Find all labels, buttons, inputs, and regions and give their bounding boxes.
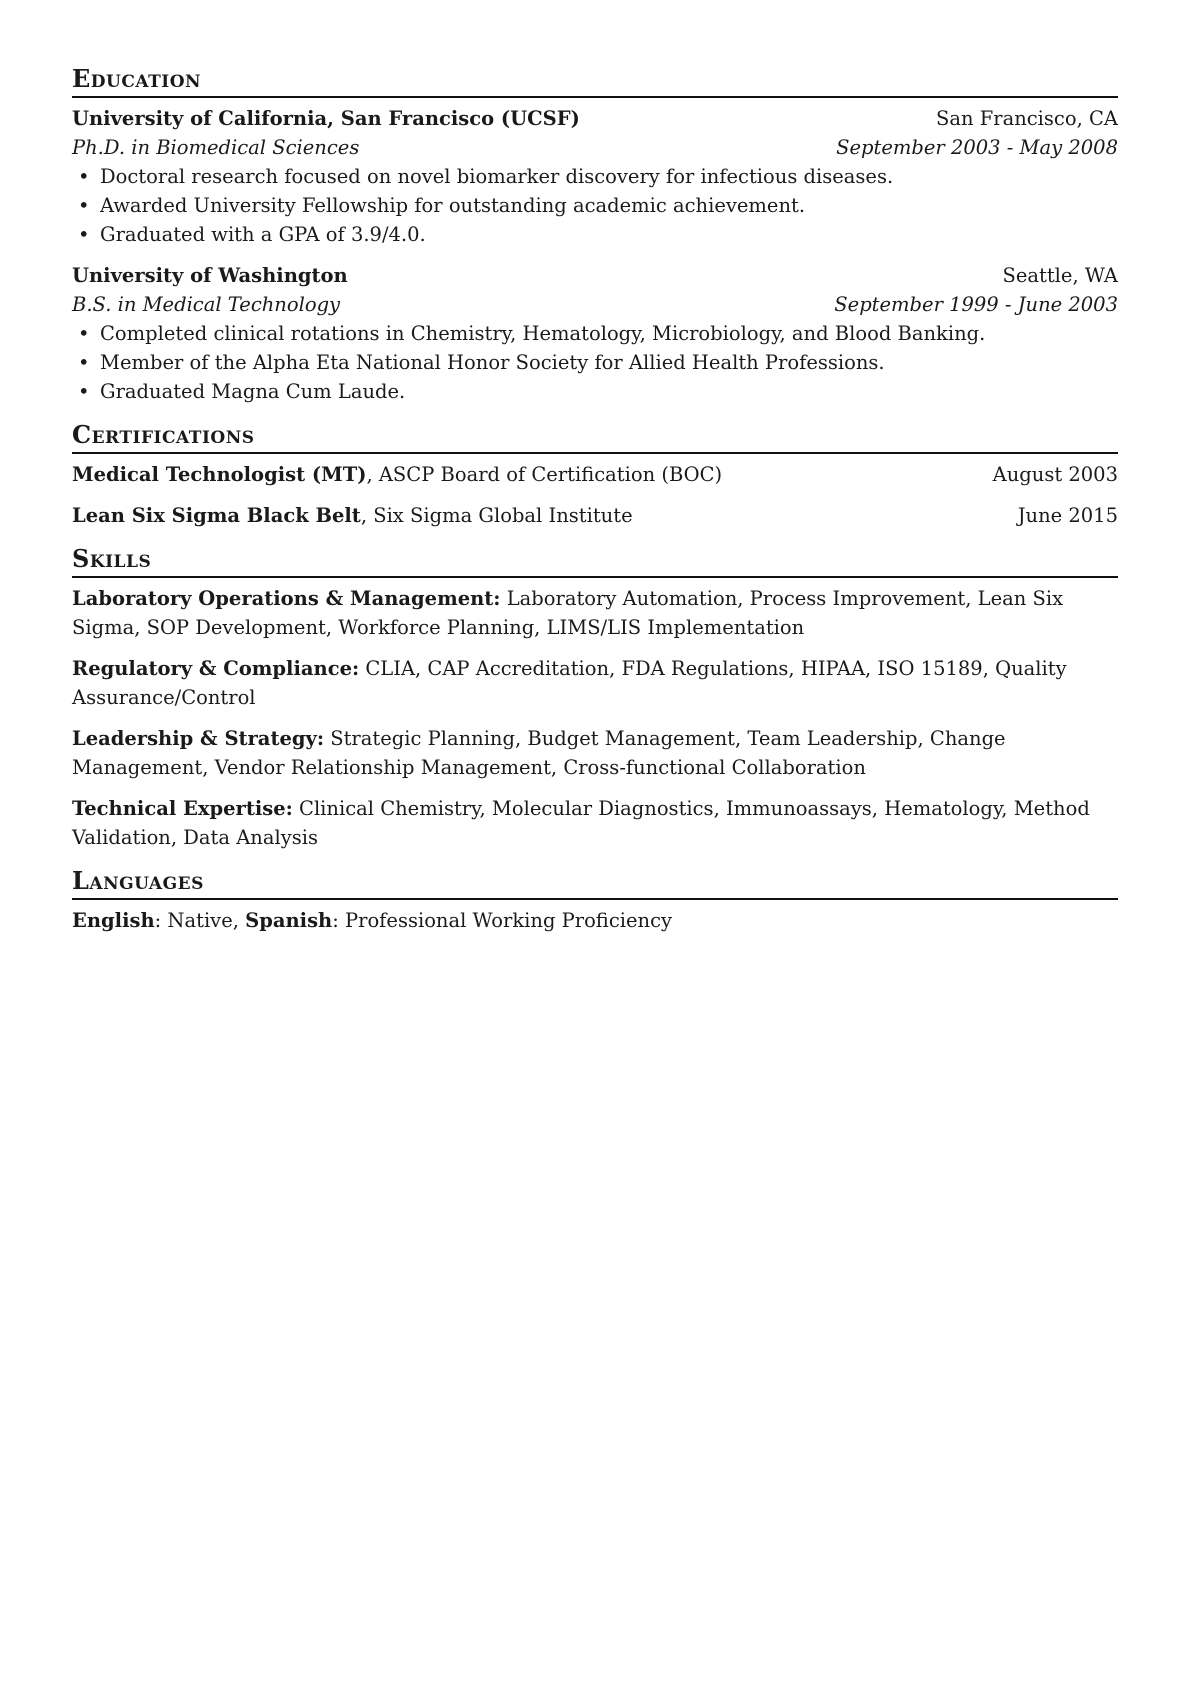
language-level: : Native, [154, 909, 246, 932]
education-bullets [72, 162, 1118, 249]
education-bullet: • Member of the Alpha Eta National Honor Society for Allied Health Professions. [72, 348, 1118, 377]
certification-text [72, 460, 722, 489]
skill-label: Laboratory Operations & Management: [72, 587, 501, 610]
education-bullet: • Graduated Magna Cum Laude. [72, 377, 1118, 406]
education-bullet: • Completed clinical rotations in Chemistry, Hematology, Microbiology, and Blood Banking. [72, 319, 1118, 348]
education-section [72, 64, 1118, 406]
languages-list [72, 906, 1118, 935]
education-bullet: • Awarded University Fellowship for outstanding academic achievement. [72, 191, 1118, 220]
certification-name: Lean Six Sigma Black Belt [72, 504, 361, 527]
education-bullet: • Doctoral research focused on novel biomarker discovery for infectious diseases. [72, 162, 1118, 191]
skill-text: Strategic Planning, Budget Management, Team Leadership, Change Management, Vendor Relationship Management, Cross-functional Collaboration [72, 727, 1006, 779]
certifications-heading: Certifications [72, 420, 1118, 454]
education-entry-subheader [72, 290, 1118, 319]
school-location: Seattle, WA [1002, 264, 1118, 287]
skill-text: CLIA, CAP Accreditation, FDA Regulations, HIPAA, ISO 15189, Quality Assurance/Control [72, 657, 1067, 709]
language-name: Spanish [245, 909, 333, 932]
education-entry-subheader [72, 133, 1118, 162]
certification-date: August 2003 [992, 463, 1118, 486]
school-name: University of California, San Francisco (UCSF) [72, 107, 580, 130]
education-bullets [72, 319, 1118, 406]
certification-item [72, 460, 1118, 489]
skill-label: Technical Expertise: [72, 797, 293, 820]
education-entry [72, 261, 1118, 406]
language-name: English [72, 909, 155, 932]
education-heading: Education [72, 64, 1118, 98]
skill-item [72, 794, 1118, 852]
degree-dates: September 2003 - May 2008 [836, 136, 1118, 159]
degree-name: B.S. in Medical Technology [72, 293, 341, 316]
skills-section [72, 544, 1118, 852]
school-location: San Francisco, CA [935, 107, 1118, 130]
skill-text: Clinical Chemistry, Molecular Diagnostics, Immunoassays, Hematology, Method Validation, Data Analysis [72, 797, 1090, 849]
skill-item [72, 584, 1118, 642]
education-entry [72, 104, 1118, 249]
education-entry-header [72, 104, 1118, 133]
languages-heading: Languages [72, 866, 1118, 900]
skill-item [72, 724, 1118, 782]
certification-text [72, 501, 633, 530]
skills-heading: Skills [72, 544, 1118, 578]
certification-name: Medical Technologist (MT) [72, 463, 367, 486]
language-level: : Professional Working Proficiency [332, 909, 673, 932]
certification-item [72, 501, 1118, 530]
school-name: University of Washington [72, 264, 348, 287]
languages-section [72, 866, 1118, 935]
education-entry-header [72, 261, 1118, 290]
certification-issuer: , Six Sigma Global Institute [360, 504, 633, 527]
skill-text: Laboratory Automation, Process Improvement, Lean Six Sigma, SOP Development, Workforce Planning, LIMS/LIS Implementation [72, 587, 1064, 639]
skill-label: Regulatory & Compliance: [72, 657, 360, 680]
certification-date: June 2015 [1017, 504, 1118, 527]
education-bullet: • Graduated with a GPA of 3.9/4.0. [72, 220, 1118, 249]
certification-issuer: , ASCP Board of Certification (BOC) [366, 463, 723, 486]
degree-dates: September 1999 - June 2003 [834, 293, 1118, 316]
degree-name: Ph.D. in Biomedical Sciences [72, 136, 360, 159]
skill-item [72, 654, 1118, 712]
certifications-section [72, 420, 1118, 530]
skill-label: Leadership & Strategy: [72, 727, 325, 750]
